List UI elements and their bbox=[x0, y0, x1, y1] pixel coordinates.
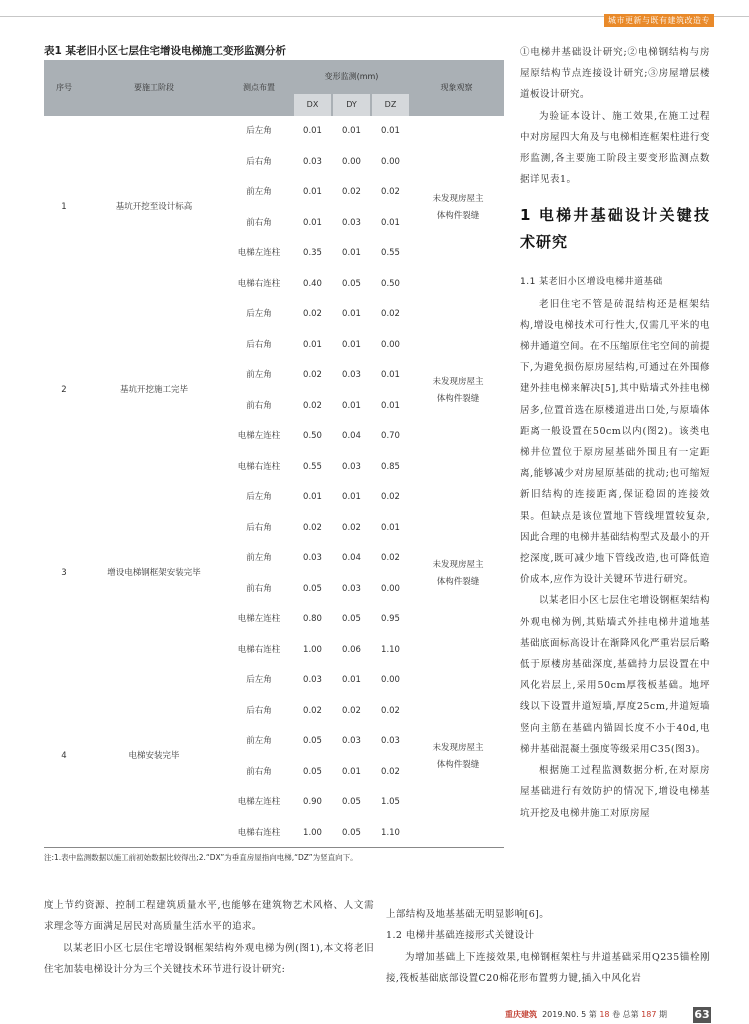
cell-dy: 0.01 bbox=[342, 766, 361, 777]
header-dz: DZ bbox=[372, 94, 409, 116]
cell-dy: 0.00 bbox=[342, 156, 361, 167]
cell-point: 后右角 bbox=[246, 522, 272, 533]
cell-dx: 0.01 bbox=[303, 217, 322, 228]
cell-dx: 0.40 bbox=[303, 278, 322, 289]
right-column-text bbox=[520, 42, 710, 824]
cell-dx: 0.02 bbox=[303, 400, 322, 411]
paragraph: 度上节约资源、控制工程建筑质量水平,也能够在建筑物艺术风格、人文需求理念等方面满足居民对高质量生活水平的追求。 bbox=[44, 900, 374, 933]
table-row bbox=[44, 330, 504, 361]
cell-dy: 0.05 bbox=[342, 797, 361, 807]
cell-dx: 0.01 bbox=[303, 339, 322, 350]
cell-dy: 0.01 bbox=[342, 675, 361, 685]
cell-dx: 0.03 bbox=[303, 675, 322, 685]
cell-dy: 0.03 bbox=[342, 370, 361, 380]
cell-dy: 0.01 bbox=[342, 248, 361, 258]
cell-point: 电梯左连柱 bbox=[237, 248, 281, 258]
cell-no: 4 bbox=[61, 751, 67, 761]
paragraph: 以某老旧小区七层住宅增设钢框架结构外观电梯为例(图1),本文将老旧住宅加装电梯设计分为三个关键技术环节进行设计研究: bbox=[44, 942, 374, 975]
header-stage: 要施工阶段 bbox=[134, 83, 174, 92]
table-row bbox=[44, 391, 504, 422]
cell-dz: 0.00 bbox=[381, 156, 400, 167]
table-row bbox=[44, 665, 504, 696]
subsection-heading: 1.2 电梯井基础连接形式关键设计 bbox=[386, 930, 535, 942]
cell-dy: 0.06 bbox=[342, 644, 361, 655]
table-header bbox=[44, 60, 504, 116]
cell-dz: 0.02 bbox=[381, 309, 400, 319]
table-row bbox=[44, 696, 504, 727]
cell-dy: 0.01 bbox=[342, 309, 361, 319]
cell-dz: 0.02 bbox=[381, 766, 400, 777]
paragraph: 上部结构及地基基础无明显影响[6]。 bbox=[386, 909, 550, 920]
paragraph: 老旧住宅不管是砖混结构还是框架结构,增设电梯技术可行性大,仅需几平米的电梯井通道空间。在不压缩原住宅空间的前提下,为避免损伤原房屋结构,可通过在外围修建外挂电梯来解决[5],其中贴墙式外挂电梯居多,位置首选在原楼道进出口处,与原墙体距离一般设置在50cm以内(图2)。该类电梯井位置位于原房屋基础外围且有一定距离,能够减少对房屋原基础的扰动;也可缩短新旧结构的连接距离,保证稳固的连接效果。但缺点是该位置地下管线埋置较复杂,因此合理的电梯井基础结构型式及最小的开挖深度,既可减少地下管线改造,也可降低造价成本,应作为设计关键环节进行研究。 bbox=[520, 298, 711, 586]
table-note: 注:1.表中监测数据以施工前初始数据比较得出;2.“DX”为垂直房屋指向电梯,“DZ”为竖直向下。 bbox=[44, 853, 358, 862]
subsection-heading: 1.1 某老旧小区增设电梯井道基础 bbox=[520, 277, 663, 288]
cell-dy: 0.03 bbox=[342, 217, 361, 228]
cell-dx: 0.02 bbox=[303, 705, 322, 716]
cell-point: 后右角 bbox=[246, 705, 272, 716]
paragraph: 根据施工过程监测数据分析,在对原房屋基础进行有效防护的情况下,增设电梯基坑开挖及电梯井施工对原房屋 bbox=[520, 765, 710, 819]
cell-point: 电梯右连柱 bbox=[237, 461, 281, 472]
cell-dz: 0.55 bbox=[381, 248, 400, 258]
cell-observation: 未发现房屋主体构件裂缝 bbox=[432, 376, 484, 404]
page-number: 63 bbox=[694, 1008, 710, 1021]
table-row bbox=[44, 208, 504, 239]
cell-dy: 0.03 bbox=[342, 583, 361, 594]
cell-dy: 0.01 bbox=[342, 400, 361, 411]
cell-dz: 0.02 bbox=[381, 187, 400, 197]
cell-point: 电梯右连柱 bbox=[237, 644, 281, 655]
cell-dx: 0.03 bbox=[303, 156, 322, 167]
table-row bbox=[44, 147, 504, 178]
journal-section-tag: 城市更新与既有建筑改造专刊 bbox=[604, 14, 714, 27]
section-heading: 1 电梯井基础设计关键技术研究 bbox=[520, 206, 710, 252]
journal-name: 重庆建筑 bbox=[505, 1010, 537, 1019]
table-row bbox=[44, 482, 504, 513]
header-dy: DY bbox=[333, 94, 370, 116]
table-row bbox=[44, 238, 504, 269]
cell-dz: 0.02 bbox=[381, 705, 400, 716]
table-row bbox=[44, 574, 504, 605]
cell-point: 电梯右连柱 bbox=[237, 278, 281, 289]
cell-point: 电梯左连柱 bbox=[237, 614, 281, 624]
cell-point: 前左角 bbox=[246, 736, 272, 746]
cell-dx: 0.02 bbox=[303, 309, 322, 319]
cell-observation: 未发现房屋主体构件裂缝 bbox=[432, 742, 484, 770]
cell-dz: 0.00 bbox=[381, 339, 400, 350]
table-row bbox=[44, 757, 504, 788]
cell-point: 后左角 bbox=[246, 675, 272, 685]
cell-dy: 0.05 bbox=[342, 827, 361, 838]
header-monitor: 变形监测(mm) bbox=[324, 72, 379, 81]
cell-dy: 0.03 bbox=[342, 736, 361, 746]
bottom-middle-text bbox=[386, 904, 710, 989]
cell-dy: 0.04 bbox=[342, 431, 361, 441]
cell-point: 电梯左连柱 bbox=[237, 431, 281, 441]
cell-stage: 基坑开挖至设计标高 bbox=[115, 202, 193, 212]
table-row bbox=[44, 116, 504, 147]
header-observation: 现象观察 bbox=[440, 83, 473, 92]
cell-dx: 0.01 bbox=[303, 187, 322, 197]
cell-dx: 0.35 bbox=[303, 248, 322, 258]
total-issue-number: 187 bbox=[641, 1010, 657, 1019]
cell-dz: 0.02 bbox=[381, 553, 400, 563]
cell-dz: 0.95 bbox=[381, 614, 400, 624]
table-row bbox=[44, 299, 504, 330]
header-dx: DX bbox=[294, 94, 331, 116]
cell-dx: 0.05 bbox=[303, 736, 322, 746]
issue-label: 卷 总第 bbox=[612, 1010, 639, 1019]
cell-dy: 0.03 bbox=[342, 461, 361, 472]
cell-point: 后左角 bbox=[246, 309, 272, 319]
table-row bbox=[44, 818, 504, 849]
cell-dz: 0.00 bbox=[381, 583, 400, 594]
cell-dz: 0.01 bbox=[381, 370, 400, 380]
cell-no: 2 bbox=[61, 385, 67, 395]
table-row bbox=[44, 452, 504, 483]
table-row bbox=[44, 177, 504, 208]
paragraph: 为验证本设计、施工效果,在施工过程中对房屋四大角及与电梯相连框架柱进行变形监测,各主要施工阶段主要变形监测点数据详见表1。 bbox=[520, 110, 711, 186]
header-no: 序号 bbox=[56, 83, 72, 92]
table-row bbox=[44, 787, 504, 818]
table-row bbox=[44, 543, 504, 574]
cell-point: 前左角 bbox=[246, 370, 272, 380]
table-row bbox=[44, 421, 504, 452]
header-points: 测点布置 bbox=[243, 83, 275, 92]
table-row bbox=[44, 604, 504, 635]
paragraph: ①电梯井基础设计研究;②电梯钢结构与房屋原结构节点连接设计研究;③房屋增层楼道板设计研究。 bbox=[520, 47, 710, 101]
cell-dx: 1.00 bbox=[303, 644, 322, 655]
paragraph: 为增加基础上下连接效果,电梯钢框架柱与井道基础采用Q235锚栓刚接,筏板基础底部设置C20棉花形布置剪力键,插入中风化岩 bbox=[386, 951, 710, 984]
cell-stage: 电梯安装完毕 bbox=[128, 751, 180, 761]
cell-stage: 增设电梯钢框架安装完毕 bbox=[107, 568, 201, 578]
cell-dy: 0.02 bbox=[342, 187, 361, 197]
table-title: 表1 某老旧小区七层住宅增设电梯施工变形监测分析 bbox=[44, 45, 286, 57]
cell-dx: 0.03 bbox=[303, 553, 322, 563]
table-row bbox=[44, 513, 504, 544]
cell-stage: 基坑开挖施工完毕 bbox=[119, 385, 188, 395]
cell-point: 前右角 bbox=[246, 583, 272, 594]
volume-number: 18 bbox=[599, 1010, 610, 1019]
issue-label: 2019.N0. 5 第 bbox=[542, 1010, 597, 1019]
cell-dx: 0.55 bbox=[303, 461, 322, 472]
cell-dy: 0.01 bbox=[342, 492, 361, 502]
table-row bbox=[44, 269, 504, 300]
cell-point: 后左角 bbox=[246, 492, 272, 502]
cell-dx: 0.80 bbox=[303, 614, 322, 624]
cell-dy: 0.02 bbox=[342, 705, 361, 716]
cell-point: 前右角 bbox=[246, 766, 272, 777]
cell-no: 3 bbox=[61, 568, 67, 578]
cell-dz: 0.01 bbox=[381, 522, 400, 533]
cell-point: 前左角 bbox=[246, 187, 272, 197]
bottom-left-text bbox=[44, 895, 374, 980]
cell-dz: 0.70 bbox=[381, 431, 400, 441]
cell-dx: 0.02 bbox=[303, 370, 322, 380]
paragraph: 以某老旧小区七层住宅增设钢框架结构外观电梯为例,其贴墙式外挂电梯井道地基基础底面标高设计在渐降风化严重岩层后略低于原楼房基础深度,基础持力层设置在中风化岩层上,采用50cm厚筏板基础。地坪线以下设置井道短墙,厚度25cm,井道短墙竖向主筋在基础内锚固长度不小于40d,电梯井基础混凝土强度等级采用C35(图3)。 bbox=[520, 595, 711, 755]
cell-dy: 0.01 bbox=[342, 339, 361, 350]
cell-dz: 0.85 bbox=[381, 461, 400, 472]
cell-dx: 0.01 bbox=[303, 126, 322, 136]
cell-dz: 0.50 bbox=[381, 278, 400, 289]
cell-dz: 0.03 bbox=[381, 736, 400, 746]
table-bottom-rule bbox=[44, 847, 504, 848]
cell-point: 前右角 bbox=[246, 400, 272, 411]
table-row bbox=[44, 360, 504, 391]
cell-dx: 0.01 bbox=[303, 492, 322, 502]
cell-no: 1 bbox=[61, 202, 67, 212]
page-footer bbox=[505, 1009, 711, 1021]
cell-dz: 0.01 bbox=[381, 126, 400, 136]
cell-dy: 0.04 bbox=[342, 553, 361, 563]
cell-dy: 0.05 bbox=[342, 278, 361, 289]
cell-dx: 0.50 bbox=[303, 431, 322, 441]
cell-dy: 0.02 bbox=[342, 522, 361, 533]
cell-dz: 0.01 bbox=[381, 400, 400, 411]
table-row bbox=[44, 635, 504, 666]
cell-dy: 0.05 bbox=[342, 614, 361, 624]
cell-dz: 1.10 bbox=[381, 827, 400, 838]
cell-point: 后右角 bbox=[246, 339, 272, 350]
cell-dz: 1.10 bbox=[381, 644, 400, 655]
cell-observation: 未发现房屋主体构件裂缝 bbox=[432, 193, 484, 221]
cell-dz: 0.02 bbox=[381, 492, 400, 502]
cell-dx: 1.00 bbox=[303, 827, 322, 838]
cell-dy: 0.01 bbox=[342, 126, 361, 136]
cell-dz: 1.05 bbox=[381, 797, 400, 807]
cell-dx: 0.02 bbox=[303, 522, 322, 533]
cell-dz: 0.01 bbox=[381, 217, 400, 228]
cell-point: 电梯左连柱 bbox=[237, 797, 281, 807]
cell-dx: 0.05 bbox=[303, 583, 322, 594]
cell-dx: 0.05 bbox=[303, 766, 322, 777]
cell-point: 前左角 bbox=[246, 553, 272, 563]
issue-label: 期 bbox=[659, 1010, 667, 1019]
cell-observation: 未发现房屋主体构件裂缝 bbox=[432, 559, 484, 587]
cell-point: 后右角 bbox=[246, 156, 272, 167]
cell-point: 前右角 bbox=[246, 217, 272, 228]
cell-dz: 0.00 bbox=[381, 675, 400, 685]
table-row bbox=[44, 726, 504, 757]
cell-point: 后左角 bbox=[246, 126, 272, 136]
cell-dx: 0.90 bbox=[303, 797, 322, 807]
cell-point: 电梯右连柱 bbox=[237, 827, 281, 838]
